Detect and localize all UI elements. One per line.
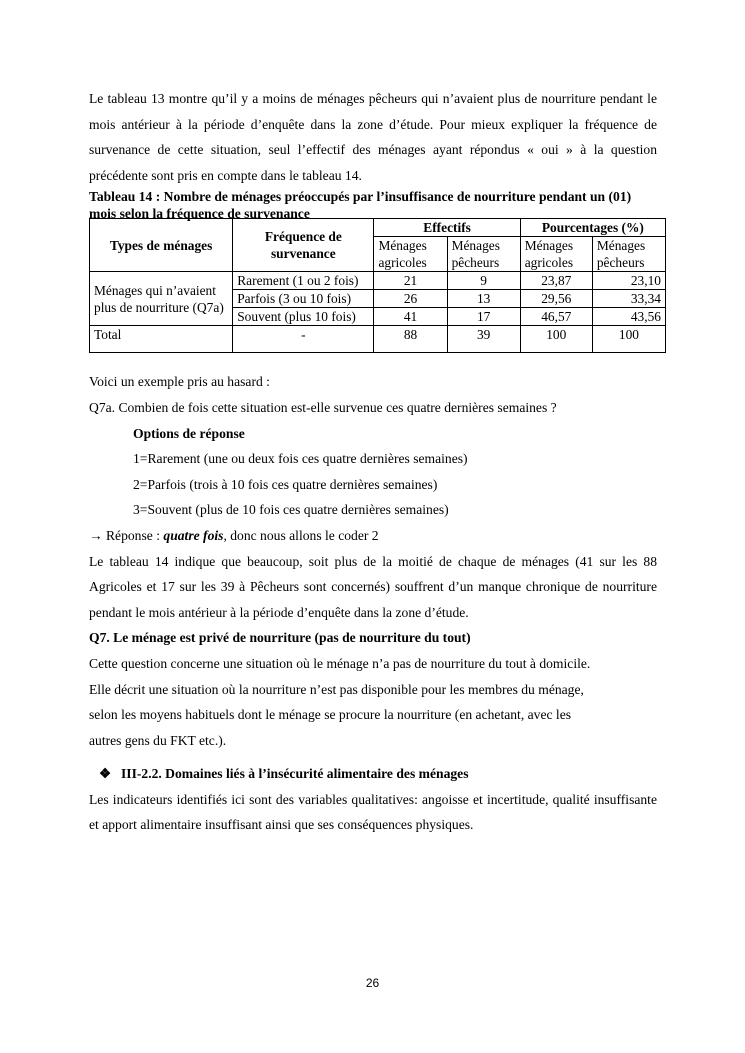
cell-eff-agricoles: 41 [374,308,447,326]
cell-eff-pecheurs: 17 [447,308,520,326]
total-frequence: - [233,326,374,353]
total-pct-agricoles: 100 [520,326,592,353]
option-item: 1=Rarement (une ou deux fois ces quatre dernières semaines) [133,451,468,467]
header-eff-agricoles: Ménages agricoles [374,237,447,272]
table-14 [89,218,666,353]
cell-frequence: Parfois (3 ou 10 fois) [233,290,374,308]
arrow-icon: → [89,527,103,543]
total-label: Total [90,326,233,353]
header-pct-agricoles: Ménages agricoles [520,237,592,272]
options-title: Options de réponse [133,425,245,441]
header-frequence: Fréquence de survenance [233,219,374,272]
document-page [89,86,661,838]
cell-eff-pecheurs: 13 [447,290,520,308]
header-pourcentages: Pourcentages (%) [520,219,665,237]
header-types: Types de ménages [90,219,233,272]
total-pct-pecheurs: 100 [592,326,665,353]
cell-eff-agricoles: 26 [374,290,447,308]
example-block [89,369,657,548]
answer-value: quatre fois [163,527,224,543]
group-label: Ménages qui n’avaient plus de nourriture (Q7a) [90,272,233,326]
section-paragraph: Les indicateurs identifiés ici sont des variables qualitatives: angoisse et incertitude, qualité insuffisante et apport alimentaire insuffisant ainsi que ses conséquences physiques. [89,791,657,833]
example-question: Q7a. Combien de fois cette situation est-elle survenue ces quatre dernières semaines ? [89,399,557,415]
cell-pct-agricoles: 46,57 [520,308,592,326]
diamond-bullet-icon: ❖ [99,766,112,782]
table-total-row [90,326,666,353]
total-eff-pecheurs: 39 [447,326,520,353]
cell-frequence: Souvent (plus 10 fois) [233,308,374,326]
total-eff-agricoles: 88 [374,326,447,353]
cell-pct-agricoles: 29,56 [520,290,592,308]
cell-eff-pecheurs: 9 [447,272,520,290]
option-item: 2=Parfois (trois à 10 fois ces quatre dernières semaines) [133,476,438,492]
page-number: 26 [365,976,380,990]
header-pct-pecheurs: Ménages pêcheurs [592,237,665,272]
cell-frequence: Rarement (1 ou 2 fois) [233,272,374,290]
cell-pct-pecheurs: 43,56 [592,308,665,326]
header-eff-pecheurs: Ménages pêcheurs [447,237,520,272]
option-item: 3=Souvent (plus de 10 fois ces quatre dernières semaines) [133,502,449,518]
cell-eff-agricoles: 21 [374,272,447,290]
example-intro: Voici un exemple pris au hasard : [89,374,270,390]
table-row [90,272,666,290]
table-caption: Tableau 14 : Nombre de ménages préoccupés par l’insuffisance de nourriture pendant un (01) mois selon la fréquence de survenance [89,189,632,222]
cell-pct-agricoles: 23,87 [520,272,592,290]
q7-text: Cette question concerne une situation où le ménage n’a pas de nourriture du tout à domicile. Elle décrit une situation où la nourriture n’est pas disponible pour les membres du ménage, selon les moyens habituels dont le ménage se procure la nourriture (en achetant, avec les autres gens du FKT etc.). [89,655,591,748]
answer-line: → Réponse : quatre fois, donc nous allons le coder 2 [89,527,379,543]
header-effectifs: Effectifs [374,219,520,237]
analysis-paragraph: Le tableau 14 indique que beaucoup, soit plus de la moitié de chaque de ménages (41 sur les 88 Agricoles et 17 sur les 39 à Pêcheurs sont concernés) souffrent d’un manque chronique de nourriture pendant le mois antérieur à la période d’enquête dans la zone d’étude. [89,553,657,620]
cell-pct-pecheurs: 33,34 [592,290,665,308]
section-heading: ❖ III-2.2. Domaines liés à l’insécurité alimentaire des ménages [89,761,657,787]
q7-heading: Q7. Le ménage est privé de nourriture (pas de nourriture du tout) [89,630,471,646]
cell-pct-pecheurs: 23,10 [592,272,665,290]
intro-paragraph: Le tableau 13 montre qu’il y a moins de ménages pêcheurs qui n’avaient plus de nourriture pendant le mois antérieur à la période d’enquête dans la zone d’étude. Pour mieux expliquer la fréquence de survenance de cette situation, seul l’effectif des ménages ayant répondus « oui » à la question précédente sont pris en compte dans le tableau 14. [89,91,657,183]
